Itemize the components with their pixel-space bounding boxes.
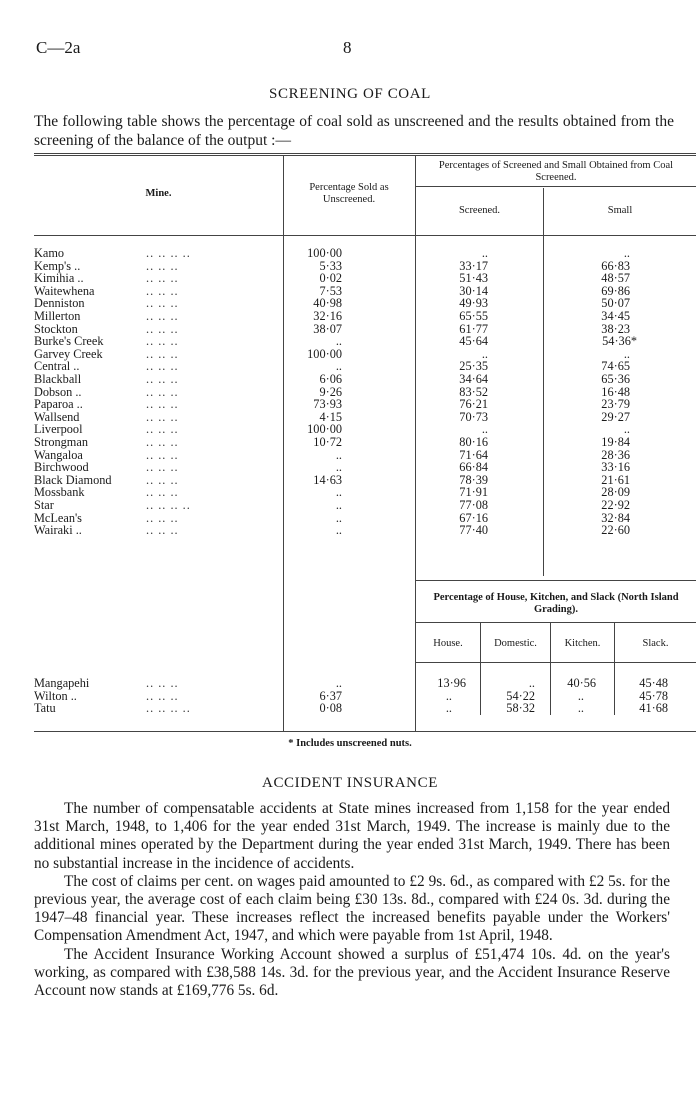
- value-domestic: ..: [528, 676, 535, 690]
- value-domestic: 54·22: [506, 688, 535, 703]
- value-slack: 45·48: [639, 676, 668, 690]
- value-unscreened: ..: [335, 523, 342, 538]
- mine-name: Wangaloa: [34, 447, 83, 462]
- leader-dots: .. .. ..: [146, 422, 179, 437]
- leader-dots: .. .. ..: [146, 359, 179, 374]
- leader-dots: .. .. ..: [146, 409, 179, 424]
- table-row: [0, 435, 700, 448]
- value-screened: ..: [481, 422, 488, 437]
- table-row: [0, 448, 700, 461]
- value-small: 22·60: [601, 523, 630, 538]
- value-house: ..: [445, 701, 452, 716]
- value-unscreened: 0·08: [319, 701, 342, 716]
- value-small: 32·84: [601, 510, 630, 525]
- value-screened: 83·52: [459, 384, 488, 399]
- value-screened: 33·17: [459, 258, 488, 273]
- table-row: [0, 511, 700, 524]
- value-small: 33·16: [601, 460, 630, 475]
- value-unscreened: 6·37: [319, 688, 342, 703]
- header-slack: Slack.: [642, 638, 669, 649]
- header-group-screened-small: Percentages of Screened and Small Obtained from Coal Screened.: [438, 160, 674, 183]
- section-title-accident-insurance: ACCIDENT INSURANCE: [262, 775, 438, 791]
- table-row: [0, 284, 700, 297]
- mine-name: McLean's: [34, 510, 82, 525]
- value-screened: ..: [481, 246, 488, 260]
- value-screened: 76·21: [459, 397, 488, 412]
- value-small: 54·36*: [602, 334, 637, 349]
- value-small: 50·07: [601, 296, 630, 311]
- leader-dots: .. .. ..: [146, 460, 179, 475]
- value-unscreened: 38·07: [313, 321, 342, 336]
- header-mine: Mine.: [145, 188, 172, 199]
- table-row: [0, 246, 700, 259]
- mine-name: Liverpool: [34, 422, 83, 437]
- value-unscreened: 14·63: [313, 472, 342, 487]
- mine-name: Wilton ..: [34, 688, 77, 703]
- group2-bottom-rule: [416, 662, 696, 663]
- value-small: 74·65: [601, 359, 630, 374]
- insurance-paragraph-1: The number of compensatable accidents at State mines increased from 1,158 for the year ended 31st March, 1948, to 1,406 for the year ended 31st March, 1949. The increase is mainly due to the additional mines operated by the Department during the year ended 31st March, 1949. There has been no substantial increase in the incidence of accidents.: [34, 800, 670, 872]
- table-row: [0, 271, 700, 284]
- value-screened: 34·64: [459, 372, 488, 386]
- table-row: [0, 372, 700, 385]
- value-screened: 49·93: [459, 296, 488, 311]
- insurance-paragraph-3: The Accident Insurance Working Account showed a surplus of £51,474 10s. 4d. on the year's working, as compared with £38,588 14s. 3d. for the previous year, and the Accident Insurance Reserve Account now stands at £169,776 5s. 6d.: [34, 945, 670, 1000]
- mine-name: Dobson ..: [34, 384, 82, 399]
- value-kitchen: ..: [577, 688, 584, 703]
- value-unscreened: 100·00: [307, 346, 342, 361]
- mine-name: Black Diamond: [34, 472, 112, 487]
- leader-dots: .. .. .. ..: [146, 246, 191, 260]
- mine-name: Strongman: [34, 435, 88, 449]
- header-small: Small: [607, 205, 633, 216]
- value-domestic: 58·32: [506, 701, 535, 716]
- table-row: [0, 322, 700, 335]
- value-screened: 71·91: [459, 485, 488, 500]
- leader-dots: .. .. ..: [146, 346, 179, 361]
- mine-name: Stockton: [34, 321, 78, 336]
- value-small: 16·48: [601, 384, 630, 399]
- leader-dots: .. .. ..: [146, 472, 179, 487]
- insurance-paragraph-2: The cost of claims per cent. on wages paid amounted to £2 9s. 6d., as compared with £2 5s. for the previous year, the average cost of each claim being £30 13s. 8d., compared with £24 0s. 3d. during the 1947–48 financial year. These increases reflect the increased benefits payable under the Workers' Compensation Amendment Act, 1947, and which were payable from 1st April, 1948.: [34, 872, 670, 945]
- value-small: 29·27: [601, 409, 630, 424]
- value-small: 19·84: [601, 435, 630, 449]
- table-top-rule-2: [34, 155, 696, 156]
- value-screened: 77·08: [459, 498, 488, 512]
- mine-name: Millerton: [34, 309, 81, 323]
- leader-dots: .. .. ..: [146, 321, 179, 336]
- leader-dots: .. .. ..: [146, 309, 179, 323]
- value-screened: 71·64: [459, 447, 488, 462]
- table-row: [0, 334, 700, 347]
- group2-sub-rule: [416, 622, 696, 623]
- value-screened: 51·43: [459, 271, 488, 286]
- value-unscreened: ..: [335, 359, 342, 374]
- table-footnote: * Includes unscreened nuts.: [288, 738, 412, 749]
- mine-name: Mossbank: [34, 485, 85, 500]
- document-code: C—2a: [36, 38, 81, 57]
- value-screened: 61·77: [459, 321, 488, 336]
- mine-name: Wairaki ..: [34, 523, 82, 538]
- value-unscreened: 7·53: [319, 283, 342, 298]
- leader-dots: .. .. ..: [146, 435, 179, 449]
- value-unscreened: 40·98: [313, 296, 342, 311]
- mine-name: Burke's Creek: [34, 334, 104, 349]
- value-unscreened: 6·06: [319, 372, 342, 386]
- leader-dots: .. .. ..: [146, 384, 179, 399]
- mine-name: Kamo: [34, 246, 65, 260]
- value-kitchen: 40·56: [567, 676, 596, 690]
- value-slack: 45·78: [639, 688, 668, 703]
- leader-dots: .. .. ..: [146, 283, 179, 298]
- leader-dots: .. .. .. ..: [146, 498, 191, 512]
- value-screened: ..: [481, 346, 488, 361]
- table-row: [0, 676, 700, 689]
- value-small: 69·86: [601, 283, 630, 298]
- leader-dots: .. .. ..: [146, 397, 179, 412]
- value-small: 66·83: [601, 258, 630, 273]
- table-row: [0, 485, 700, 498]
- page-number: 8: [343, 38, 352, 57]
- value-small: ..: [623, 422, 630, 437]
- mine-name: Blackball: [34, 372, 82, 386]
- mine-name: Wallsend: [34, 409, 80, 424]
- value-small: 28·09: [601, 485, 630, 500]
- value-small: 21·61: [601, 472, 630, 487]
- value-house: ..: [445, 688, 452, 703]
- value-unscreened: 9·26: [319, 384, 342, 399]
- value-screened: 45·64: [459, 334, 488, 349]
- table-row: [0, 385, 700, 398]
- leader-dots: .. .. ..: [146, 688, 179, 703]
- table-row: [0, 347, 700, 360]
- table-row: [0, 523, 700, 536]
- table-row: [0, 422, 700, 435]
- value-screened: 80·16: [459, 435, 488, 449]
- value-screened: 77·40: [459, 523, 488, 538]
- table-row: [0, 309, 700, 322]
- value-screened: 30·14: [459, 283, 488, 298]
- header-screened: Screened.: [458, 205, 501, 216]
- value-unscreened: 10·72: [313, 435, 342, 449]
- value-unscreened: 100·00: [307, 422, 342, 437]
- mine-name: Mangapehi: [34, 676, 90, 690]
- table-top-rule: [34, 153, 696, 154]
- value-unscreened: 73·93: [313, 397, 342, 412]
- mine-name: Birchwood: [34, 460, 89, 475]
- table-row: [0, 473, 700, 486]
- value-small: 23·79: [601, 397, 630, 412]
- value-small: 34·45: [601, 309, 630, 323]
- mine-name: Paparoa ..: [34, 397, 83, 412]
- table-row: [0, 259, 700, 272]
- value-screened: 65·55: [459, 309, 488, 323]
- mine-name: Star: [34, 498, 54, 512]
- table-row: [0, 397, 700, 410]
- leader-dots: .. .. ..: [146, 676, 179, 690]
- leader-dots: .. .. .. ..: [146, 701, 191, 716]
- value-unscreened: 4·15: [319, 409, 342, 424]
- insurance-body: [34, 800, 670, 1000]
- leader-dots: .. .. ..: [146, 271, 179, 286]
- value-small: ..: [623, 346, 630, 361]
- section-title-screening: SCREENING OF COAL: [269, 86, 431, 102]
- value-unscreened: ..: [335, 485, 342, 500]
- screening-intro: The following table shows the percentage of coal sold as unscreened and the results obtained from the screening of the balance of the output :—: [34, 113, 674, 149]
- mine-name: Tatu: [34, 701, 56, 716]
- value-unscreened: ..: [335, 447, 342, 462]
- value-unscreened: ..: [335, 676, 342, 690]
- value-small: 28·36: [601, 447, 630, 462]
- leader-dots: .. .. ..: [146, 334, 179, 349]
- value-small: ..: [623, 246, 630, 260]
- value-unscreened: ..: [335, 498, 342, 512]
- value-small: 22·92: [601, 498, 630, 512]
- value-unscreened: 5·33: [319, 258, 342, 273]
- value-slack: 41·68: [639, 701, 668, 716]
- mine-name: Central ..: [34, 359, 80, 374]
- mine-name: Garvey Creek: [34, 346, 103, 361]
- leader-dots: .. .. ..: [146, 372, 179, 386]
- leader-dots: .. .. ..: [146, 523, 179, 538]
- table-bottom-rule: [34, 731, 696, 732]
- leader-dots: .. .. ..: [146, 485, 179, 500]
- value-small: 65·36: [601, 372, 630, 386]
- value-unscreened: 32·16: [313, 309, 342, 323]
- value-screened: 66·84: [459, 460, 488, 475]
- value-house: 13·96: [437, 676, 466, 690]
- mine-name: Kimihia ..: [34, 271, 84, 286]
- table-row: [0, 410, 700, 423]
- group2-top-rule: [416, 580, 696, 581]
- mine-name: Waitewhena: [34, 283, 95, 298]
- leader-dots: .. .. ..: [146, 510, 179, 525]
- table-row: [0, 689, 700, 702]
- table-row: [0, 296, 700, 309]
- value-small: 48·57: [601, 271, 630, 286]
- value-unscreened: 0·02: [319, 271, 342, 286]
- value-unscreened: ..: [335, 460, 342, 475]
- leader-dots: .. .. ..: [146, 258, 179, 273]
- value-unscreened: ..: [335, 334, 342, 349]
- header-domestic: Domestic.: [494, 638, 537, 649]
- leader-dots: .. .. ..: [146, 447, 179, 462]
- header-house: House.: [433, 638, 463, 649]
- leader-dots: .. .. ..: [146, 296, 179, 311]
- mine-name: Denniston: [34, 296, 85, 311]
- value-screened: 70·73: [459, 409, 488, 424]
- header-percentage-sold-unscreened: Percentage Sold as Unscreened.: [309, 182, 389, 205]
- table-row: [0, 460, 700, 473]
- table-row: [0, 359, 700, 372]
- group1-sub-rule: [416, 186, 696, 187]
- value-screened: 25·35: [459, 359, 488, 374]
- table-row: [0, 701, 700, 714]
- value-unscreened: ..: [335, 510, 342, 525]
- table-header-bottom-rule: [34, 235, 696, 236]
- value-kitchen: ..: [577, 701, 584, 716]
- value-small: 38·23: [601, 321, 630, 336]
- header-kitchen: Kitchen.: [564, 638, 601, 649]
- header-group-house-kitchen-slack: Percentage of House, Kitchen, and Slack (North Island Grading).: [433, 592, 679, 615]
- value-screened: 78·39: [459, 472, 488, 487]
- mine-name: Kemp's ..: [34, 258, 81, 273]
- table-row: [0, 498, 700, 511]
- value-screened: 67·16: [459, 510, 488, 525]
- value-unscreened: 100·00: [307, 246, 342, 260]
